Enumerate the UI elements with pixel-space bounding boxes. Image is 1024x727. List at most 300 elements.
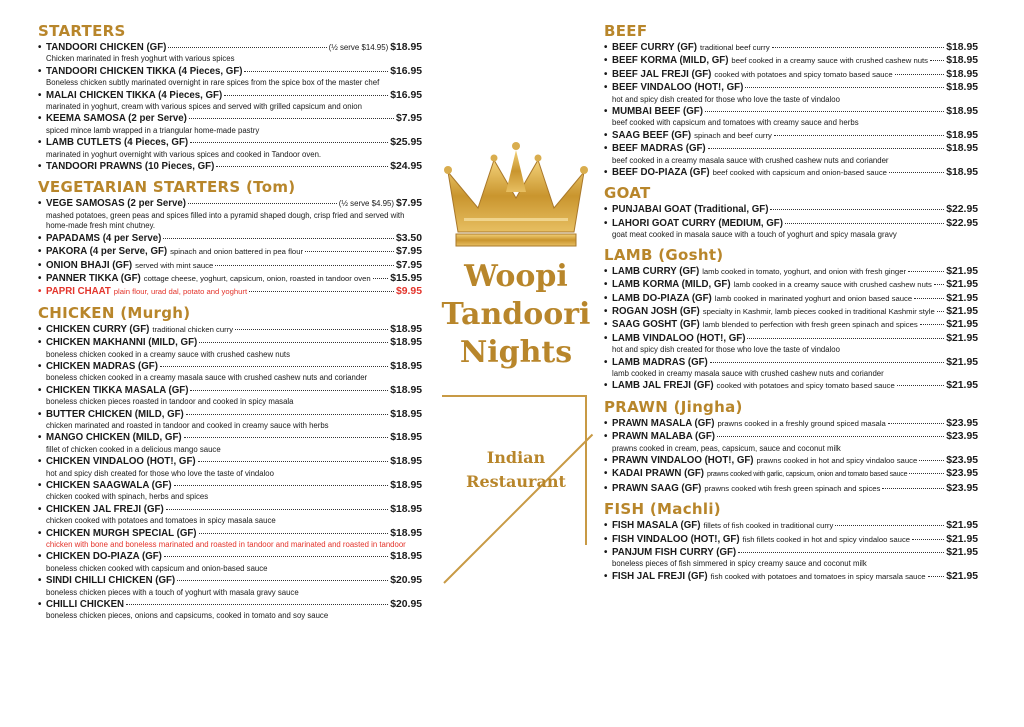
item-description: Chicken marinated in fresh yoghurt with various spices xyxy=(46,54,235,64)
bullet-icon: • xyxy=(38,272,42,284)
item-name: SAAG GOSHT (GF) xyxy=(612,319,700,331)
bullet-icon: • xyxy=(604,431,608,443)
item-price: $18.95 xyxy=(390,384,422,396)
item-price: $18.95 xyxy=(946,55,978,67)
item-price: $20.95 xyxy=(390,575,422,587)
item-price: $18.95 xyxy=(946,42,978,53)
item-short-description: lamb cooked in a creamy sauce with crushed cashew nuts xyxy=(733,280,932,290)
dot-leader xyxy=(908,265,944,272)
item-price: $21.95 xyxy=(946,533,978,545)
item-name: CHICKEN MADRAS (GF) xyxy=(46,360,158,372)
dot-leader xyxy=(373,272,389,279)
menu-item xyxy=(604,166,978,179)
bullet-icon: • xyxy=(604,279,608,291)
menu-item xyxy=(604,519,978,532)
dot-leader xyxy=(216,160,388,167)
bullet-icon: • xyxy=(604,129,608,141)
item-name: PRAWN MALABA (GF) xyxy=(612,431,715,443)
menu-item-row xyxy=(38,479,422,492)
menu-item xyxy=(38,323,422,336)
menu-item-row xyxy=(604,166,978,179)
item-short-description: lamb cooked in tomato, yoghurt, and onion with fresh ginger xyxy=(702,266,907,276)
dot-leader xyxy=(930,54,944,61)
item-price: $22.95 xyxy=(946,204,978,216)
dot-leader xyxy=(934,278,944,285)
brand-line: Nights xyxy=(459,335,573,370)
menu-item-row xyxy=(38,89,422,102)
bullet-icon: • xyxy=(38,323,42,335)
dot-leader xyxy=(199,336,388,343)
dot-leader xyxy=(177,574,388,581)
menu-item-row xyxy=(38,360,422,373)
item-price: $18.95 xyxy=(946,129,978,141)
menu-item-row xyxy=(604,318,978,331)
dot-leader xyxy=(882,482,944,489)
menu-item xyxy=(604,454,978,467)
menu-section-beef xyxy=(604,22,978,184)
item-name: BUTTER CHICKEN (MILD, GF) xyxy=(46,408,184,420)
menu-item xyxy=(604,417,978,430)
menu-item xyxy=(38,89,422,113)
menu-item xyxy=(604,278,978,291)
menu-item-row xyxy=(604,332,978,345)
bullet-icon: • xyxy=(604,547,608,558)
menu-item-row xyxy=(604,482,978,495)
bullet-icon: • xyxy=(38,113,42,125)
bullet-icon: • xyxy=(38,527,42,539)
menu-item xyxy=(604,105,978,129)
bullet-icon: • xyxy=(38,232,42,244)
item-short-description: prawns cooked in hot and spicy vindaloo sauce xyxy=(756,455,918,465)
dot-leader xyxy=(897,379,944,386)
item-name: CHICKEN DO-PIAZA (GF) xyxy=(46,551,162,563)
menu-item xyxy=(38,136,422,160)
item-name: PRAWN SAAG (GF) xyxy=(612,482,702,494)
item-name: BEEF JAL FREJI (GF) xyxy=(612,68,712,80)
menu-item-row xyxy=(38,527,422,540)
half-serve-note: (½ serve $4.95) xyxy=(338,199,394,209)
item-name: LAMB KORMA (MILD, GF) xyxy=(612,279,731,291)
bullet-icon: • xyxy=(604,82,608,94)
item-short-description: beef cooked with capsicum and onion-based sauce xyxy=(712,168,887,178)
item-description: beef cooked in a creamy masala sauce with crushed cashew nuts and coriander xyxy=(612,155,889,165)
item-price: $21.95 xyxy=(946,319,978,331)
item-price: $15.95 xyxy=(390,272,422,284)
menu-item-row xyxy=(38,112,422,125)
item-name: CHILLI CHICKEN xyxy=(46,599,125,611)
menu-item-row xyxy=(604,68,978,81)
item-description: goat meat cooked in masala sauce with a touch of yoghurt and spicy masala gravy xyxy=(612,230,897,240)
item-price: $3.50 xyxy=(395,232,422,244)
menu-item-row xyxy=(604,81,978,94)
item-name: BEEF MADRAS (GF) xyxy=(612,143,706,155)
dot-leader xyxy=(785,217,944,224)
item-name: LAMB CUTLETS (4 Pieces, GF) xyxy=(46,137,189,149)
dot-leader xyxy=(199,527,389,534)
dot-leader xyxy=(164,550,388,557)
menu-item-row xyxy=(38,41,422,54)
menu-item-row xyxy=(38,550,422,563)
divider-line xyxy=(442,395,587,397)
dot-leader xyxy=(835,519,944,526)
menu-item xyxy=(604,482,978,495)
item-price: $18.95 xyxy=(946,106,978,118)
dot-leader xyxy=(174,479,389,486)
item-price: $18.95 xyxy=(390,456,422,468)
item-name: SAAG BEEF (GF) xyxy=(612,129,692,141)
item-name: LAMB DO-PIAZA (GF) xyxy=(612,292,712,304)
item-short-description: cooked with potatoes and spicy tomato based sauce xyxy=(716,381,895,391)
item-short-description: fish fillets cooked in hot and spicy vindaloo sauce xyxy=(742,534,911,544)
menu-item xyxy=(38,272,422,285)
section-title: FISH (Machli) xyxy=(604,500,721,519)
item-name: BEEF VINDALOO (HOT!, GF) xyxy=(612,82,744,94)
item-price: $21.95 xyxy=(946,279,978,291)
item-name: CHICKEN VINDALOO (HOT!, GF) xyxy=(46,456,196,468)
item-name: BEEF KORMA (MILD, GF) xyxy=(612,55,729,67)
item-price: $21.95 xyxy=(946,305,978,317)
item-price: $21.95 xyxy=(946,292,978,304)
dot-leader xyxy=(190,136,388,143)
menu-item xyxy=(38,431,422,455)
bullet-icon: • xyxy=(38,480,42,491)
item-price: $7.95 xyxy=(395,246,422,258)
menu-item xyxy=(604,379,978,392)
item-price: $22.95 xyxy=(946,217,978,229)
item-name: CHICKEN MAKHANNI (MILD, GF) xyxy=(46,337,198,349)
menu-item xyxy=(604,68,978,81)
dot-leader xyxy=(188,197,337,204)
subtitle-line: Indian xyxy=(486,448,546,467)
menu-item-row xyxy=(604,519,978,532)
item-description: chicken cooked with spinach, herbs and spices xyxy=(46,492,209,502)
section-title: GOAT xyxy=(604,184,651,203)
menu-item-row xyxy=(38,336,422,349)
menu-item xyxy=(604,356,978,380)
item-short-description: prawns cooked wtih fresh green spinach and spices xyxy=(704,483,881,493)
menu-item xyxy=(604,570,978,583)
subtitle-line: Restaurant xyxy=(466,472,566,491)
item-description: marinated in yoghurt overnight with various spices and cooked in Tandoor oven. xyxy=(46,149,322,159)
item-short-description: traditional chicken curry xyxy=(152,324,234,334)
item-name: CHICKEN JAL FREJI (GF) xyxy=(46,503,164,515)
item-price: $18.95 xyxy=(390,503,422,515)
menu-item-row xyxy=(604,467,978,481)
item-short-description: served with mint sauce xyxy=(135,260,214,270)
item-name: CHICKEN MURGH SPECIAL (GF) xyxy=(46,527,197,539)
menu-item-row xyxy=(38,259,422,272)
item-description: hot and spicy dish created for those who love the taste of vindaloo xyxy=(612,94,840,104)
dot-leader xyxy=(215,259,394,266)
item-description: prawns cooked in cream, peas, capsicum, sauce and coconut milk xyxy=(612,443,841,453)
item-short-description: fish cooked with potatoes and tomatoes in spicy marsala sauce xyxy=(710,571,926,581)
menu-item-row xyxy=(604,105,978,118)
item-short-description: lamb blended to perfection with fresh green spinach and spices xyxy=(702,320,918,330)
item-name: LAMB MADRAS (GF) xyxy=(612,356,708,368)
item-description: hot and spicy dish created for those who love the taste of vindaloo xyxy=(46,468,274,478)
dot-leader xyxy=(928,570,945,577)
item-name: LAMB JAL FREJI (GF) xyxy=(612,380,714,392)
item-name: SINDI CHILLI CHICKEN (GF) xyxy=(46,575,176,587)
menu-item xyxy=(38,527,422,551)
menu-item-row xyxy=(38,384,422,397)
menu-item xyxy=(604,546,978,570)
item-name: BEEF CURRY (GF) xyxy=(612,42,698,53)
menu-item-row xyxy=(38,431,422,444)
item-price: $21.95 xyxy=(946,547,978,558)
bullet-icon: • xyxy=(604,468,608,480)
menu-item xyxy=(38,65,422,89)
item-name: LAHORI GOAT CURRY (MEDIUM, GF) xyxy=(612,217,783,229)
item-price: $18.95 xyxy=(390,551,422,563)
bullet-icon: • xyxy=(38,551,42,563)
item-short-description: traditional beef curry xyxy=(700,43,770,52)
menu-item xyxy=(604,54,978,67)
item-description: marinated in yoghurt, cream with various spices and served with grilled capsicum and onion xyxy=(46,102,362,112)
item-price: $18.95 xyxy=(946,82,978,94)
menu-item-row xyxy=(604,533,978,546)
section-title: CHICKEN (Murgh) xyxy=(38,303,191,322)
dot-leader xyxy=(198,455,389,462)
bullet-icon: • xyxy=(38,137,42,149)
item-price: $23.95 xyxy=(946,431,978,443)
item-name: MALAI CHICKEN TIKKA (4 Pieces, GF) xyxy=(46,89,223,101)
menu-item-row xyxy=(38,160,422,173)
bullet-icon: • xyxy=(38,42,42,53)
menu-item-row xyxy=(604,41,978,54)
bullet-icon: • xyxy=(604,380,608,392)
item-price: $18.95 xyxy=(390,527,422,539)
menu-item-row xyxy=(604,217,978,230)
item-name: CHICKEN CURRY (GF) xyxy=(46,323,150,335)
menu-item-row xyxy=(604,454,978,467)
bullet-icon: • xyxy=(38,575,42,587)
menu-section-starters xyxy=(38,22,422,178)
dot-leader xyxy=(937,305,944,312)
menu-item xyxy=(604,129,978,142)
restaurant-subtitle xyxy=(432,446,600,494)
menu-section-vegetarian-starters-tom xyxy=(38,178,422,303)
menu-item-row xyxy=(604,305,978,318)
dot-leader xyxy=(190,384,388,391)
restaurant-name xyxy=(432,258,600,372)
bullet-icon: • xyxy=(604,68,608,80)
menu-item xyxy=(604,467,978,481)
dot-leader xyxy=(710,356,944,363)
menu-item-row xyxy=(38,136,422,149)
menu-item xyxy=(38,41,422,65)
dot-leader xyxy=(919,454,944,461)
item-price: $18.95 xyxy=(946,167,978,179)
item-price: $25.95 xyxy=(390,137,422,149)
menu-item xyxy=(38,479,422,503)
bullet-icon: • xyxy=(604,319,608,331)
item-price: $18.95 xyxy=(390,42,422,53)
item-description: mashed potatoes, green peas and spices filled into a pyramid shaped dough, crisp fried and served with home-made fresh mint chutney. xyxy=(46,210,405,231)
item-name: TANDOORI CHICKEN TIKKA (4 Pieces, GF) xyxy=(46,65,243,77)
bullet-icon: • xyxy=(604,217,608,229)
menu-item xyxy=(604,265,978,278)
menu-item xyxy=(604,203,978,216)
item-description: boneless chicken pieces, onions and capsicums, cooked in tomato and soy sauce xyxy=(46,611,329,621)
item-price: $18.95 xyxy=(390,432,422,444)
menu-item xyxy=(38,384,422,408)
section-title: VEGETARIAN STARTERS (Tom) xyxy=(38,178,296,197)
menu-section-fish-machli xyxy=(604,500,978,588)
menu-item xyxy=(604,142,978,166)
menu-item-row xyxy=(604,417,978,430)
bullet-icon: • xyxy=(604,265,608,277)
menu-item-row xyxy=(38,245,422,258)
bullet-icon: • xyxy=(604,417,608,429)
dot-leader xyxy=(163,232,394,239)
menu-item xyxy=(604,217,978,241)
item-price: $18.95 xyxy=(390,408,422,420)
item-price: $18.95 xyxy=(390,360,422,372)
menu-item-row xyxy=(604,356,978,369)
item-description: lamb cooked in creamy masala sauce with crushed cashew nuts and coriander xyxy=(612,368,884,378)
item-price: $23.95 xyxy=(946,454,978,466)
item-description: boneless chicken pieces with a touch of yoghurt with masala gravy sauce xyxy=(46,587,299,597)
item-price: $18.95 xyxy=(390,480,422,491)
bullet-icon: • xyxy=(604,482,608,494)
bullet-icon: • xyxy=(604,204,608,216)
dot-leader xyxy=(708,142,945,149)
menu-item xyxy=(604,81,978,105)
bullet-icon: • xyxy=(38,161,42,173)
item-short-description: beef cooked in a creamy sauce with crushed cashew nuts xyxy=(731,56,928,66)
item-description: boneless chicken cooked with capsicum and onion-based sauce xyxy=(46,563,268,573)
item-short-description: plain flour, urad dal, potato and yoghurt xyxy=(113,287,248,297)
menu-item-row xyxy=(38,197,422,210)
bullet-icon: • xyxy=(604,356,608,368)
bullet-icon: • xyxy=(604,42,608,53)
item-name: LAMB CURRY (GF) xyxy=(612,265,700,277)
bullet-icon: • xyxy=(38,246,42,258)
menu-item-row xyxy=(604,546,978,559)
bullet-icon: • xyxy=(604,520,608,532)
dot-leader xyxy=(244,65,388,72)
dot-leader xyxy=(705,105,944,112)
section-title: BEEF xyxy=(604,22,648,40)
dot-leader xyxy=(717,430,944,437)
menu-item xyxy=(38,197,422,231)
item-description: chicken cooked with potatoes and tomatoes in spicy masala sauce xyxy=(46,516,276,526)
item-price: $7.95 xyxy=(395,113,422,125)
bullet-icon: • xyxy=(38,384,42,396)
item-price: $7.95 xyxy=(395,198,422,210)
bullet-icon: • xyxy=(604,570,608,582)
item-price: $18.95 xyxy=(946,143,978,155)
crown-icon xyxy=(442,140,590,252)
item-short-description: specialty in Kashmir, lamb pieces cooked in traditional Kashmir style xyxy=(702,306,935,316)
item-name: FISH JAL FREJI (GF) xyxy=(612,570,708,582)
item-name: FISH VINDALOO (HOT!, GF) xyxy=(612,533,740,545)
dot-leader xyxy=(889,166,944,173)
item-price: $9.95 xyxy=(395,286,422,298)
dot-leader xyxy=(745,81,944,88)
item-description: boneless chicken pieces roasted in tandoor and cooked in spicy masala xyxy=(46,397,294,407)
dot-leader xyxy=(912,533,944,540)
item-description: chicken marinated and roasted in tandoor and cooked in creamy sauce with herbs xyxy=(46,420,329,430)
menu-item-row xyxy=(604,278,978,291)
item-name: FISH MASALA (GF) xyxy=(612,520,701,532)
menu-item xyxy=(38,360,422,384)
item-description: spiced mince lamb wrapped in a triangular home-made pastry xyxy=(46,125,260,135)
half-serve-note: (½ serve $14.95) xyxy=(328,43,389,52)
item-name: TANDOORI PRAWNS (10 Pieces, GF) xyxy=(46,161,215,173)
dot-leader xyxy=(166,503,389,510)
dot-leader xyxy=(249,285,394,292)
dot-leader xyxy=(305,245,394,252)
dot-leader xyxy=(909,467,944,474)
item-price: $21.95 xyxy=(946,356,978,368)
bullet-icon: • xyxy=(38,65,42,77)
menu-item xyxy=(604,41,978,54)
item-short-description: prawns cooked with garlic, capsicum, onion and tomato based sauce xyxy=(707,471,908,479)
bullet-icon: • xyxy=(38,599,42,611)
item-name: PAPRI CHAAT xyxy=(46,286,111,298)
menu-section-goat xyxy=(604,184,978,245)
dot-leader xyxy=(160,360,388,367)
menu-section-lamb-gosht xyxy=(604,246,978,398)
item-price: $18.95 xyxy=(390,337,422,349)
item-name: PAKORA (4 per Serve, GF) xyxy=(46,246,168,258)
item-price: $21.95 xyxy=(946,332,978,344)
menu-item xyxy=(38,455,422,479)
section-title: STARTERS xyxy=(38,22,126,40)
bullet-icon: • xyxy=(604,106,608,118)
item-description: hot and spicy dish created for those who love the taste of vindaloo xyxy=(612,345,840,355)
menu-item-row xyxy=(38,285,422,298)
menu-item xyxy=(38,574,422,598)
bullet-icon: • xyxy=(38,259,42,271)
item-price: $21.95 xyxy=(946,520,978,532)
bullet-icon: • xyxy=(604,454,608,466)
brand-panel xyxy=(432,0,600,727)
brand-line: Tandoori xyxy=(441,297,591,332)
menu-item-row xyxy=(604,54,978,67)
item-price: $16.95 xyxy=(390,89,422,101)
menu-item-row xyxy=(38,272,422,285)
bullet-icon: • xyxy=(38,360,42,372)
item-price: $16.95 xyxy=(390,65,422,77)
menu-item xyxy=(38,160,422,173)
bullet-icon: • xyxy=(604,533,608,545)
menu-item xyxy=(38,232,422,245)
right-menu-column xyxy=(604,22,978,588)
item-short-description: cottage cheese, yoghurt, capsicum, onion, roasted in tandoor oven xyxy=(143,273,371,283)
item-short-description: cooked with potatoes and spicy tomato based sauce xyxy=(714,69,893,79)
menu-item xyxy=(604,430,978,454)
menu-item-row xyxy=(38,503,422,516)
item-name: MUMBAI BEEF (GF) xyxy=(612,106,703,118)
menu-item xyxy=(38,336,422,360)
item-description: fillet of chicken cooked in a delicious mango sauce xyxy=(46,444,221,454)
bullet-icon: • xyxy=(38,198,42,210)
item-short-description: spinach and onion battered in pea flour xyxy=(170,247,304,257)
item-name: CHICKEN TIKKA MASALA (GF) xyxy=(46,384,189,396)
item-short-description: spinach and beef curry xyxy=(694,130,772,140)
dot-leader xyxy=(888,417,944,424)
menu-item xyxy=(38,598,422,622)
item-price: $21.95 xyxy=(946,380,978,392)
item-price: $23.95 xyxy=(946,482,978,494)
menu-item-row xyxy=(38,65,422,78)
bullet-icon: • xyxy=(604,305,608,317)
menu-item-row xyxy=(38,574,422,587)
menu-item-row xyxy=(38,232,422,245)
